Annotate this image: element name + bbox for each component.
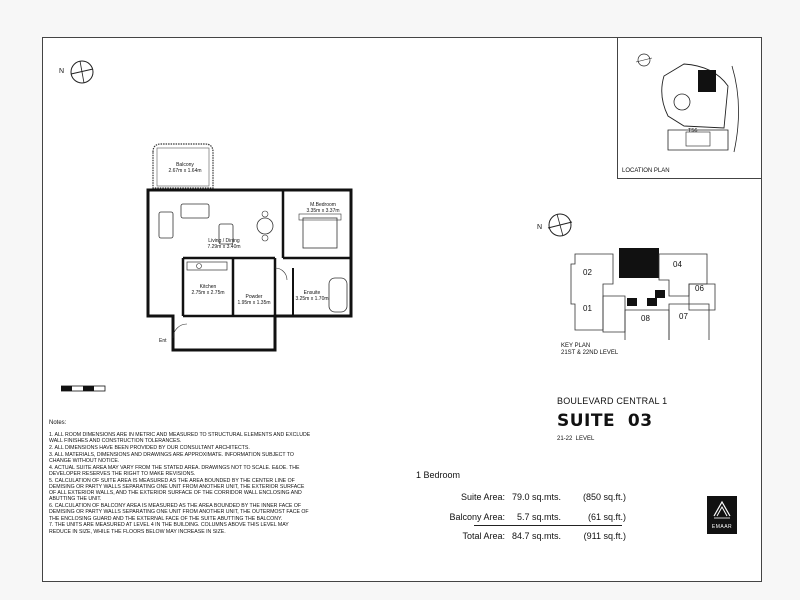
- area-row-balcony: [416, 512, 626, 526]
- note-item: 5. CALCULATION OF SUITE AREA IS MEASURED AS THE AREA BOUNDED BY THE CENTER LINE OF DEMISING OR PARTY WALLS SEPARATING ONE UNIT FROM ANOTHER UNIT, THE EXTERIOR SURFACE OF ALL EXTERIOR WALLS, AND THE EXTERIOR SURFACE OF THE CORRIDOR WALL ENCLOSING AND ABUTTING THE UNIT.: [49, 477, 305, 503]
- notes-list: [49, 432, 311, 535]
- room-powder-name: Powder: [245, 294, 263, 300]
- emaar-logo-icon: [712, 500, 732, 520]
- notes-title: Notes:: [49, 420, 67, 426]
- room-ensuite-name: Ensuite: [303, 290, 321, 296]
- brand-name: EMAAR: [711, 524, 733, 530]
- area-row-suite: [416, 492, 626, 506]
- key-plan-title: KEY PLAN: [561, 343, 591, 349]
- area-sqm: 84.7 sq.mts.: [512, 531, 562, 541]
- area-sqm: 5.7 sq.mts.: [517, 512, 562, 522]
- room-ensuite-dims: 3.25m x 1.70m: [295, 296, 329, 302]
- keyplan-north-arrow-icon: [537, 210, 579, 240]
- area-label: Balcony Area:: [449, 512, 505, 522]
- unit-type: 1 Bedroom: [416, 470, 461, 480]
- location-plan-label: LOCATION PLAN: [622, 168, 670, 174]
- key-plan: [569, 240, 721, 340]
- room-powder: [235, 294, 273, 306]
- room-bedroom-dims: 3.35m x 3.37m: [306, 208, 340, 214]
- entry-label: Ent: [159, 338, 167, 344]
- brochure-sheet: [42, 37, 762, 582]
- note-item: 2. ALL DIMENSIONS HAVE BEEN PROVIDED BY OUR CONSULTANT ARCHITECTS.: [49, 445, 250, 451]
- note-item: 6. CALCULATION OF BALCONY AREA IS MEASURED AS THE AREA BOUNDED BY THE INNER FACE OF DEMISING OR PARTY WALLS SEPARATING ONE UNIT FROM ANOTHER UNIT, THE OUTERMOST FACE OF THE ENCLOSING GUARD AND THE EXTERNAL FACE OF THE SUITE ABUTTING THE BALCONY.: [49, 503, 309, 522]
- scale-bar: [61, 384, 107, 394]
- room-living: [199, 238, 249, 250]
- unit-02: 02: [583, 268, 592, 277]
- note-item: 7. THE UNITS ARE MEASURED AT LEVEL 4 IN THE BUILDING. COLUMNS ABOVE THIS LEVEL MAY REDUCE IN SIZE, WHILE THE FLOORS BELOW MAY INCREASE IN SIZE.: [49, 522, 289, 535]
- unit-08: 08: [641, 314, 650, 323]
- room-kitchen-name: Kitchen: [199, 284, 217, 290]
- room-powder-dims: 1.95m x 1.35m: [237, 300, 271, 306]
- keyplan-north-label: N: [537, 224, 543, 231]
- north-label: N: [59, 68, 65, 75]
- note-item: 4. ACTUAL SUITE AREA MAY VARY FROM THE STATED AREA. DRAWINGS NOT TO SCALE. E&OE. THE DEVELOPER RESERVES THE RIGHT TO MAKE REVISIONS.: [49, 464, 300, 477]
- room-kitchen-dims: 2.75m x 2.75m: [191, 290, 225, 296]
- room-living-name: Living / Dining: [208, 238, 240, 244]
- note-item: 3. ALL MATERIALS, DIMENSIONS AND DRAWINGS ARE APPROXIMATE. INFORMATION SUBJECT TO CHANGE WITHOUT NOTICE.: [49, 451, 294, 464]
- total-divider: [474, 525, 622, 526]
- note-item: 1. ALL ROOM DIMENSIONS ARE IN METRIC AND MEASURED TO STRUCTURAL ELEMENTS AND EXCLUDE WALL FINISHES AND CONSTRUCTION TOLERANCES.: [49, 432, 311, 445]
- project-name: BOULEVARD CENTRAL 1: [557, 396, 668, 406]
- room-kitchen: [185, 284, 231, 296]
- area-row-total: [416, 531, 626, 545]
- key-plan-label: [561, 343, 618, 357]
- emaar-logo: [707, 496, 737, 534]
- room-living-dims: 7.29m x 3.40m: [207, 244, 241, 250]
- room-balcony: [163, 162, 207, 174]
- area-sqft: (911 sq.ft.): [583, 531, 626, 541]
- room-ensuite: [295, 290, 329, 302]
- room-balcony-dims: 2.67m x 1.64m: [168, 168, 202, 174]
- suite-level: 21-22 LEVEL: [557, 436, 595, 442]
- area-sqft: (850 sq.ft.): [582, 492, 626, 502]
- tower-label: T56: [688, 128, 698, 134]
- floor-plan: [133, 138, 363, 358]
- area-label: Total Area:: [462, 531, 505, 541]
- area-label: Suite Area:: [460, 492, 505, 502]
- room-bedroom-name: M.Bedroom: [310, 202, 336, 208]
- unit-06: 06: [695, 284, 704, 293]
- location-plan-map: [624, 46, 754, 158]
- key-plan-level: 21ST & 22ND LEVEL: [561, 350, 619, 356]
- area-sqm: 79.0 sq.mts.: [512, 492, 562, 502]
- room-balcony-name: Balcony: [176, 162, 194, 168]
- north-arrow-icon: [59, 58, 99, 88]
- unit-01: 01: [583, 304, 592, 313]
- unit-04: 04: [673, 260, 682, 269]
- location-plan: [617, 38, 762, 179]
- room-bedroom: [301, 202, 345, 214]
- area-sqft: (61 sq.ft.): [587, 512, 626, 522]
- suite-title: SUITE 03: [557, 411, 653, 431]
- unit-07: 07: [679, 312, 688, 321]
